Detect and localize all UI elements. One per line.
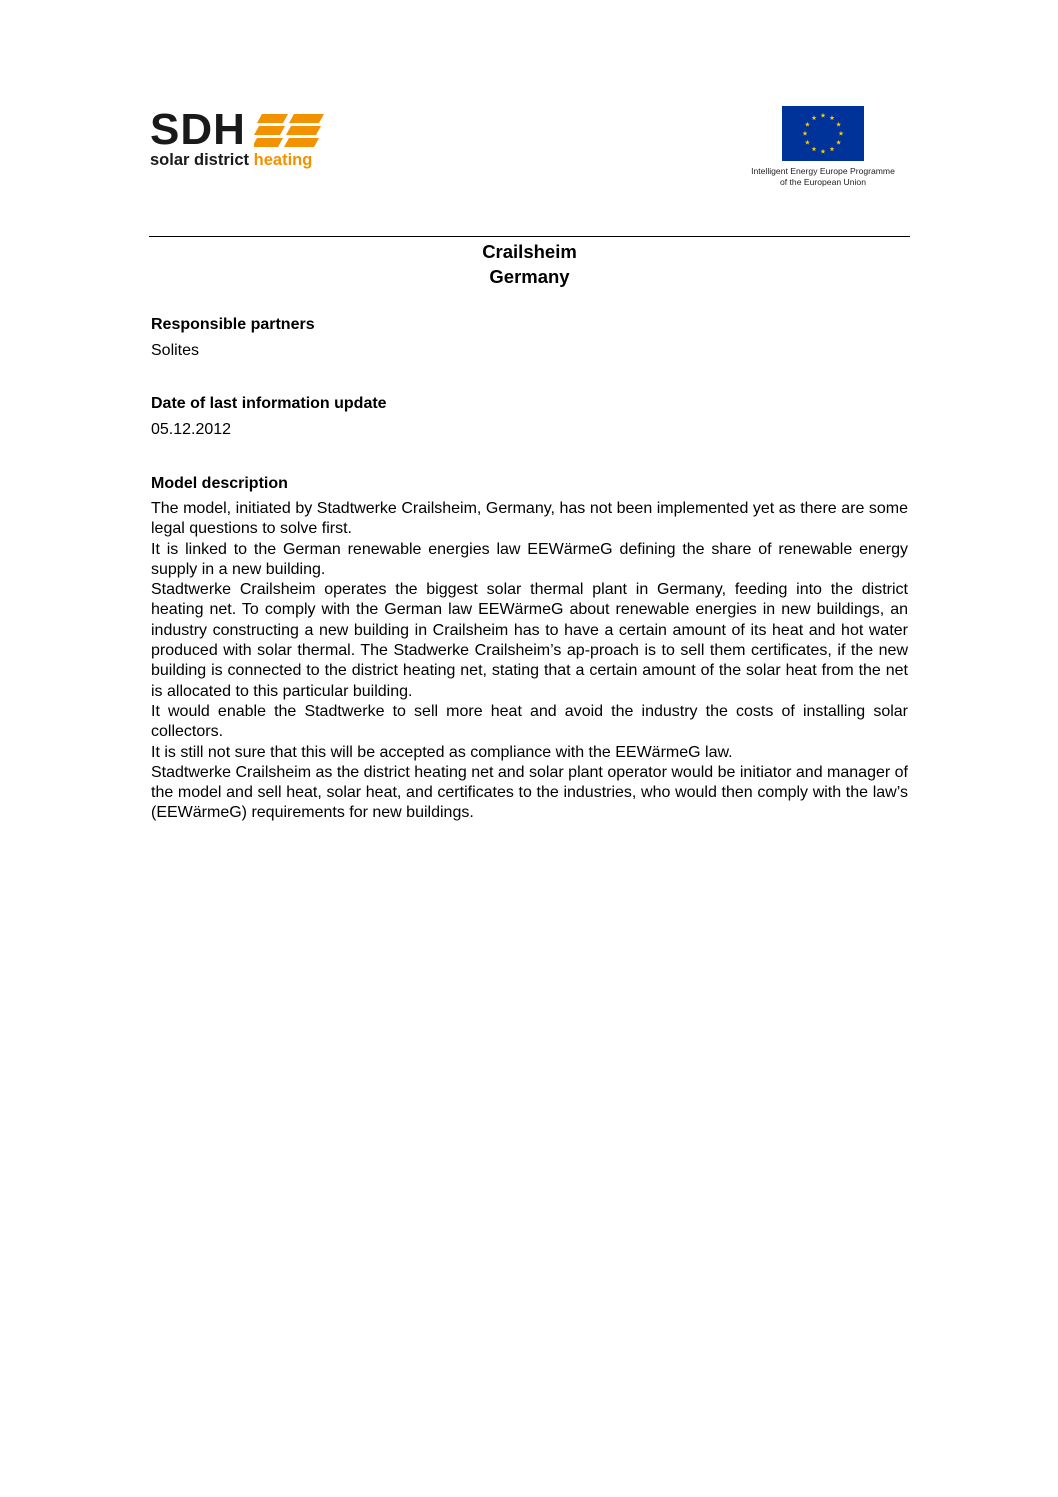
eu-logo: [738, 106, 908, 192]
sdh-logo-bars-icon: [254, 114, 324, 148]
section-model-description: [151, 473, 908, 824]
paragraph: It would enable the Stadtwerke to sell more heat and avoid the industry the costs of installing solar collectors.: [151, 702, 908, 741]
sdh-logo-wordmark: SDH: [150, 105, 246, 154]
paragraph: It is still not sure that this will be accepted as compliance with the EEWärmeG law.: [151, 743, 733, 761]
section-responsible-partners: [151, 314, 908, 361]
sdh-logo-subtitle-accent: heating: [253, 151, 313, 169]
section-last-update: [151, 393, 908, 440]
eu-caption: [738, 166, 908, 188]
page-title-city: Crailsheim: [482, 241, 577, 262]
page-title-country: Germany: [489, 266, 570, 287]
sdh-logo-subtitle-plain: solar district: [150, 151, 250, 169]
sdh-logo: [150, 105, 330, 174]
section-heading: Responsible partners: [151, 316, 315, 333]
eu-caption-line1: Intelligent Energy Europe Programme: [751, 166, 895, 176]
paragraph: It is linked to the German renewable energies law EEWärmeG defining the share of renewable energy supply in a new building.: [151, 540, 908, 578]
paragraph: Stadtwerke Crailsheim as the district heating net and solar plant operator would be initiator and manager of the model and sell heat, solar heat, and certificates to the industries, who would then comply with the law’s (EEWärmeG) requirements for new buildings.: [151, 763, 908, 822]
eu-caption-line2: of the European Union: [779, 177, 866, 187]
section-heading: Date of last information update: [151, 395, 387, 412]
header-divider: [149, 236, 910, 237]
page-title: [149, 239, 910, 289]
model-description-body: [151, 499, 908, 824]
paragraph: The model, initiated by Stadtwerke Crailsheim, Germany, has not been implemented yet as there are some legal questions to solve first.: [151, 500, 908, 538]
section-heading: Model description: [151, 475, 288, 492]
eu-flag-icon: [782, 106, 864, 161]
section-value: Solites: [151, 342, 200, 359]
paragraph: Stadtwerke Crailsheim operates the biggest solar thermal plant in Germany, feeding into the district heating net. To comply with the German law EEWärmeG about renewable energies in new buildings, an industry constructing a new building in Crailsheim has to have a certain amount of its heat and hot water produced with solar thermal. The Stadwerke Crailsheim’s ap-proach is to sell them certificates, if the new building is connected to the district heating net, stating that a certain amount of the solar heat from the net is allocated to this particular building.: [151, 581, 908, 700]
sdh-logo-subtitle: [150, 151, 312, 169]
section-value: 05.12.2012: [151, 421, 232, 438]
